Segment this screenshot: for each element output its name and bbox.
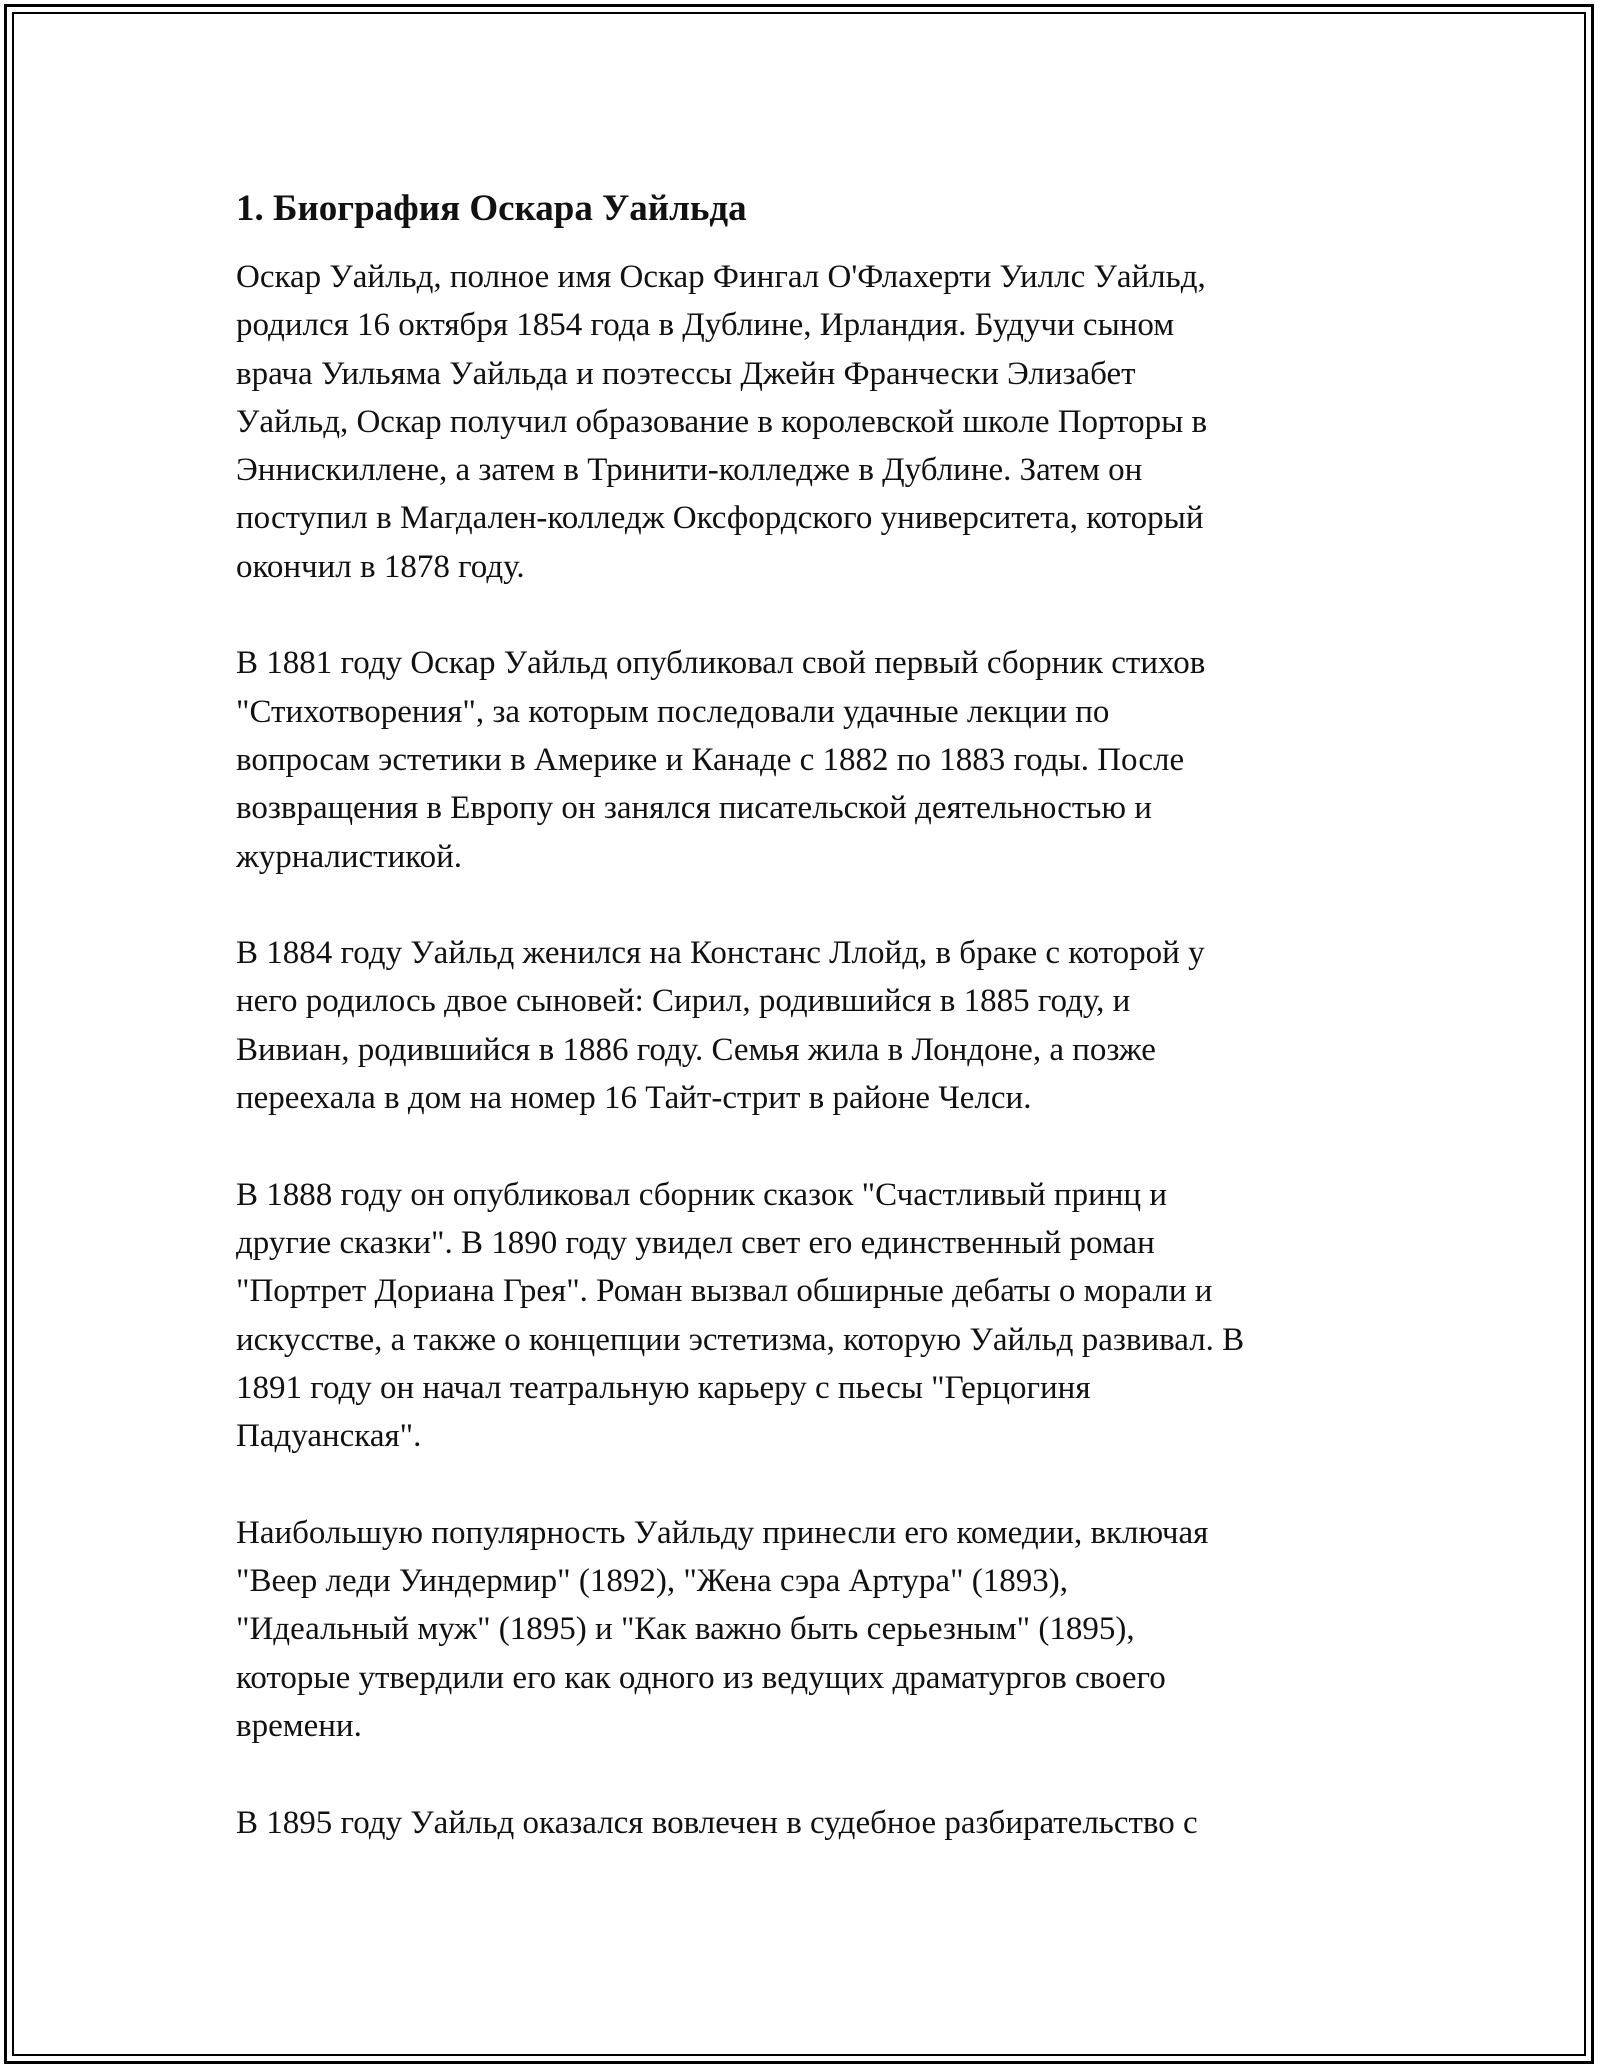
text-line: В 1895 году Уайльд оказался вовлечен в судебное разбирательство с (236, 1804, 1198, 1841)
text-line: В 1884 году Уайльд женился на Констанс Ллойд, в браке с которой у (236, 935, 1205, 972)
text-line: Оскар Уайльд, полное имя Оскар Фингал О'Флахерти Уиллс Уайльд, (236, 259, 1206, 295)
paragraph-2 (236, 639, 1376, 880)
text-line: Падуанская". (236, 1418, 422, 1455)
text-line: "Стихотворения", за которым последовали удачные лекции по (236, 693, 1110, 730)
text-line: журналистикой. (236, 838, 463, 875)
text-line: врача Уильяма Уайльда и поэтессы Джейн Франчески Элизабет (236, 355, 1136, 392)
text-line: Наибольшую популярность Уайльду принесли его комедии, включая (236, 1514, 1209, 1551)
paragraph-1 (236, 253, 1376, 591)
text-line: "Идеальный муж" (1895) и "Как важно быть серьезным" (1895), (236, 1611, 1135, 1648)
paragraph-4 (236, 1171, 1376, 1461)
text-line: вопросам эстетики в Америке и Канаде с 1882 по 1883 годы. После (236, 741, 1185, 778)
text-line: него родилось двое сыновей: Сирил, родившийся в 1885 году, и (236, 983, 1131, 1020)
text-line: В 1888 году он опубликовал сборник сказок "Счастливый принц и (236, 1176, 1167, 1213)
document-body (236, 185, 1376, 1895)
text-line: времени. (236, 1707, 362, 1744)
text-line: Вивиан, родившийся в 1886 году. Семья жила в Лондоне, а позже (236, 1031, 1156, 1068)
section-heading: 1. Биография Оскара Уайльда (236, 188, 747, 229)
text-line: поступил в Магдален-колледж Оксфордского университета, который (236, 500, 1204, 537)
text-line: родился 16 октября 1854 года в Дублине, Ирландия. Будучи сыном (236, 307, 1175, 344)
text-line: "Веер леди Уиндермир" (1892), "Жена сэра Артура" (1893), (236, 1563, 1069, 1600)
text-line: окончил в 1878 году. (236, 548, 525, 585)
text-line: переехала в дом на номер 16 Тайт-стрит в районе Челси. (236, 1080, 1032, 1117)
text-line: возвращения в Европу он занялся писательской деятельностью и (236, 790, 1152, 827)
text-line: "Портрет Дориана Грея". Роман вызвал обширные дебаты о морали и (236, 1273, 1213, 1310)
text-line: которые утвердили его как одного из ведущих драматургов своего (236, 1659, 1166, 1696)
paragraph-3 (236, 929, 1376, 1122)
paragraph-6 (236, 1799, 1376, 1847)
text-line: искусстве, а также о концепции эстетизма, которую Уайльд развивал. В (236, 1321, 1245, 1358)
text-line: Эннискиллене, а затем в Тринити-колледже в Дублине. Затем он (236, 452, 1143, 489)
text-line: 1891 году он начал театральную карьеру с пьесы "Герцогиня (236, 1369, 1091, 1406)
text-line: В 1881 году Оскар Уайльд опубликовал свой первый сборник стихов (236, 645, 1206, 682)
paragraph-5 (236, 1509, 1376, 1750)
text-line: другие сказки". В 1890 году увидел свет его единственный роман (236, 1224, 1155, 1261)
text-line: Уайльд, Оскар получил образование в королевской школе Порторы в (236, 403, 1208, 440)
